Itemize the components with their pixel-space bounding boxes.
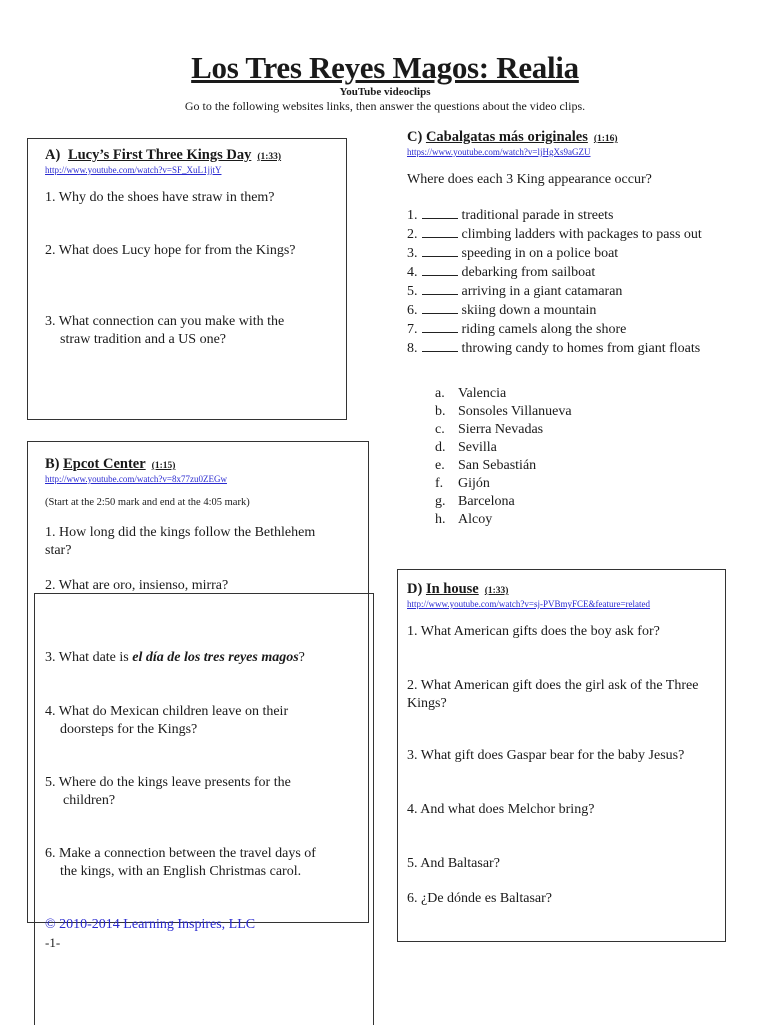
answer-blank[interactable] xyxy=(422,244,458,257)
option-item: h. Alcoy xyxy=(435,512,493,527)
answer-blank[interactable] xyxy=(422,225,458,238)
section-c-duration: (1:16) xyxy=(593,134,618,144)
section-b-question-1-cont: star? xyxy=(45,543,72,558)
section-a-question-3: 3. What connection can you make with the xyxy=(45,314,285,329)
section-b-question-2: 2. What are oro, insienso, mirra? xyxy=(45,578,229,593)
section-b-note: (Start at the 2:50 mark and end at the 4:05 mark) xyxy=(45,497,250,508)
list-item: 5. arriving in a giant catamaran xyxy=(407,284,623,299)
section-d-question-3: 3. What gift does Gaspar bear for the baby Jesus? xyxy=(407,748,685,763)
section-a-question-3-cont: straw tradition and a US one? xyxy=(60,332,227,347)
option-item: c. Sierra Nevadas xyxy=(435,422,544,437)
option-item: e. San Sebastián xyxy=(435,458,537,473)
section-d-question-1: 1. What American gifts does the boy ask for? xyxy=(407,624,660,639)
page-subtitle: YouTube videoclips xyxy=(339,86,431,98)
section-c-title: Cabalgatas más originales xyxy=(425,129,588,145)
list-item: 3. speeding in on a police boat xyxy=(407,246,619,261)
section-b-question-5: 5. Where do the kings leave presents for the xyxy=(45,775,291,790)
section-a-question-1: 1. Why do the shoes have straw in them? xyxy=(45,190,275,205)
section-b-label: B) xyxy=(45,456,60,472)
section-b-question-3-emphasis: el día de los tres reyes magos xyxy=(132,650,299,665)
answer-blank[interactable] xyxy=(422,320,458,333)
answer-blank[interactable] xyxy=(422,301,458,314)
section-b-question-1: 1. How long did the kings follow the Bethlehem xyxy=(45,525,316,540)
section-c-label: C) xyxy=(407,129,423,145)
section-a-box xyxy=(27,138,347,420)
section-d-heading xyxy=(407,581,508,598)
section-b-question-3-suffix: ? xyxy=(298,650,305,665)
page-title: Los Tres Reyes Magos: Realia xyxy=(191,50,579,85)
list-item: 8. throwing candy to homes from giant floats xyxy=(407,341,701,356)
section-b-question-4-cont: doorsteps for the Kings? xyxy=(60,722,198,737)
section-d-question-2: 2. What American gift does the girl ask of the Three xyxy=(407,678,699,693)
copyright: © 2010-2014 Learning Inspires, LLC xyxy=(45,917,256,932)
answer-blank[interactable] xyxy=(422,206,458,219)
option-item: a. Valencia xyxy=(435,386,507,401)
section-c-heading xyxy=(407,129,618,146)
answer-blank[interactable] xyxy=(422,263,458,276)
answer-blank[interactable] xyxy=(422,282,458,295)
section-b-question-3 xyxy=(45,649,305,667)
section-a-label: A) xyxy=(45,147,61,163)
option-item: f. Gijón xyxy=(435,476,490,491)
section-d-title: In house xyxy=(425,581,479,597)
section-b-title: Epcot Center xyxy=(63,456,146,472)
section-d-label: D) xyxy=(407,581,423,597)
section-c-prompt: Where does each 3 King appearance occur? xyxy=(407,172,652,187)
section-b-question-3-prefix: 3. What date is xyxy=(45,650,133,665)
list-item: 7. riding camels along the shore xyxy=(407,322,627,337)
section-c-link[interactable]: https://www.youtube.com/watch?v=ljHgXs9aGZU xyxy=(407,147,591,157)
instructions: Go to the following websites links, then answer the questions about the video clips. xyxy=(184,99,586,113)
list-item: 2. climbing ladders with packages to pass out xyxy=(407,227,702,242)
section-d-link[interactable]: http://www.youtube.com/watch?v=sj-PVBmyFCE&feature=related xyxy=(407,599,651,609)
section-a-question-2: 2. What does Lucy hope for from the Kings? xyxy=(45,243,296,258)
section-b-heading xyxy=(45,456,175,473)
section-b-link[interactable]: http://www.youtube.com/watch?v=8x77zu0ZEGw xyxy=(45,474,227,484)
option-item: b. Sonsoles Villanueva xyxy=(435,404,572,419)
section-d-question-2-cont: Kings? xyxy=(407,696,447,711)
section-b-question-6: 6. Make a connection between the travel days of xyxy=(45,846,316,861)
section-d-duration: (1:33) xyxy=(484,586,509,596)
section-b-question-4: 4. What do Mexican children leave on their xyxy=(45,704,289,719)
section-c-options xyxy=(435,385,572,529)
section-b-question-6-cont: the kings, with an English Christmas carol. xyxy=(60,864,302,879)
section-d-question-6: 6. ¿De dónde es Baltasar? xyxy=(407,891,552,906)
list-item: 1. traditional parade in streets xyxy=(407,208,614,223)
section-a-duration: (1:33) xyxy=(257,152,282,162)
option-item: d. Sevilla xyxy=(435,440,497,455)
list-item: 6. skiing down a mountain xyxy=(407,303,597,318)
section-d-question-4: 4. And what does Melchor bring? xyxy=(407,802,595,817)
section-b-question-5-cont: children? xyxy=(63,793,116,808)
section-a-link[interactable]: http://www.youtube.com/watch?v=SF_XuL1jjtY xyxy=(45,165,222,175)
answer-blank[interactable] xyxy=(422,339,458,352)
section-b-duration: (1:15) xyxy=(151,461,176,471)
section-c-list xyxy=(407,206,702,358)
list-item: 4. debarking from sailboat xyxy=(407,265,596,280)
section-a-heading xyxy=(45,147,281,164)
section-a-title: Lucy’s First Three Kings Day xyxy=(67,147,252,163)
section-d-question-5: 5. And Baltasar? xyxy=(407,856,500,871)
page-number: -1- xyxy=(45,935,61,950)
option-item: g. Barcelona xyxy=(435,494,515,509)
